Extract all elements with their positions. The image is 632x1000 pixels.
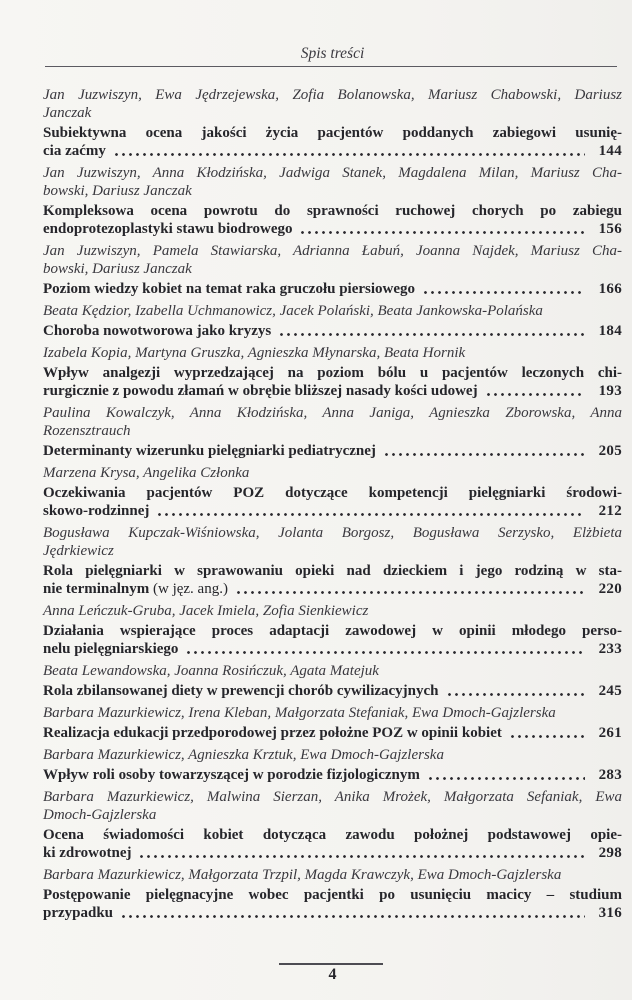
title-last-line xyxy=(43,844,622,862)
toc-entry xyxy=(43,164,622,238)
toc-entry xyxy=(43,704,622,742)
dot-leader xyxy=(509,724,585,742)
title-last-line xyxy=(43,580,622,598)
title-line: Wpływ analgezji wyprzedzającej na poziom bólu u pacjentów leczonych chi- xyxy=(43,365,622,381)
dot-leader xyxy=(185,640,585,658)
title-text: endoprotezoplastyki stawu biodrowego xyxy=(43,221,293,237)
dot-leader xyxy=(138,844,585,862)
page-number: 233 xyxy=(598,641,622,657)
title-last-line xyxy=(43,142,622,160)
page-number: 205 xyxy=(598,443,622,459)
author-line: Jędrkiewicz xyxy=(43,543,114,559)
toc-entry xyxy=(43,866,622,922)
title-line: Ocena świadomości kobiet dotycząca zawodu położnej podstawowej opie- xyxy=(43,827,622,843)
title-last-line xyxy=(43,502,622,520)
author-line: Rozensztrauch xyxy=(43,423,131,439)
toc-entry xyxy=(43,404,622,460)
page-number: 166 xyxy=(598,281,622,297)
page-number: 298 xyxy=(598,845,622,861)
page-number: 193 xyxy=(598,383,622,399)
title-block xyxy=(43,562,622,598)
toc-entry xyxy=(43,86,622,160)
title-text: Choroba nowotworowa jako kryzys xyxy=(43,323,272,339)
title-last-line xyxy=(43,322,622,340)
author-line: Bogusława Kupczak-Wiśniowska, Jolanta Borgosz, Bogusława Serzysko, Elżbieta xyxy=(43,525,622,541)
author-line: bowski, Dariusz Janczak xyxy=(43,183,192,199)
title-block xyxy=(43,280,622,298)
title-last-line xyxy=(43,640,622,658)
dot-leader xyxy=(446,682,585,700)
dot-leader xyxy=(235,580,585,598)
dot-leader xyxy=(278,322,585,340)
dot-leader xyxy=(156,502,585,520)
dot-leader xyxy=(299,220,585,238)
title-line: Rola pielęgniarki w sprawowaniu opieki nad dzieckiem i jego rodziną w sta- xyxy=(43,563,622,579)
page-number: 156 xyxy=(598,221,622,237)
toc-entry xyxy=(43,602,622,658)
page-number: 144 xyxy=(598,143,622,159)
dot-leader xyxy=(422,280,585,298)
dot-leader xyxy=(120,904,585,922)
title-text: Determinanty wizerunku pielęgniarki pediatrycznej xyxy=(43,443,376,459)
author-line: Marzena Krysa, Angelika Członka xyxy=(43,465,250,481)
author-line: Jan Juzwiszyn, Ewa Jędrzejewska, Zofia Bolanowska, Mariusz Chabowski, Dariusz xyxy=(43,87,622,103)
toc-entry xyxy=(43,302,622,340)
page-number: 283 xyxy=(598,767,622,783)
page-header-title: Spis treści xyxy=(300,45,365,62)
author-line: Beata Lewandowska, Joanna Rosińczuk, Agata Matejuk xyxy=(43,663,379,679)
title-block xyxy=(43,622,622,658)
title-block xyxy=(43,484,622,520)
author-line: Anna Leńczuk-Gruba, Jacek Imiela, Zofia Sienkiewicz xyxy=(43,603,369,619)
footer-page-number: 4 xyxy=(328,966,337,983)
title-last-line xyxy=(43,220,622,238)
page-number: 316 xyxy=(598,905,622,921)
title-block xyxy=(43,364,622,400)
title-last-line xyxy=(43,382,622,400)
author-line: Barbara Mazurkiewicz, Małgorzata Trzpil, Magda Krawczyk, Ewa Dmoch-Gajzlerska xyxy=(43,867,562,883)
dot-leader xyxy=(113,142,585,160)
title-text: cia zaćmy xyxy=(43,143,106,159)
author-line: Beata Kędzior, Izabella Uchmanowicz, Jacek Polański, Beata Jankowska-Polańska xyxy=(43,303,543,319)
author-line: Jan Juzwiszyn, Pamela Stawiarska, Adrianna Łabuń, Joanna Najdek, Mariusz Cha- xyxy=(43,243,622,259)
dot-leader xyxy=(383,442,585,460)
title-suffix: (w jęz. ang.) xyxy=(149,581,228,597)
header-rule xyxy=(45,66,617,67)
title-block xyxy=(43,886,622,922)
title-block xyxy=(43,724,622,742)
toc-entry xyxy=(43,524,622,598)
title-text: Realizacja edukacji przedporodowej przez położne POZ w opinii kobiet xyxy=(43,725,502,741)
title-text: nie terminalnym xyxy=(43,581,150,597)
toc-entry xyxy=(43,242,622,298)
author-line: Barbara Mazurkiewicz, Malwina Sierzan, Anika Mrożek, Małgorzata Sefaniak, Ewa xyxy=(43,789,622,805)
title-block xyxy=(43,826,622,862)
footer-rule xyxy=(279,963,383,965)
title-text: rurgicznie z powodu złamań w obrębie bliższej nasady kości udowej xyxy=(43,383,478,399)
title-text: Wpływ roli osoby towarzyszącej w porodzie fizjologicznym xyxy=(43,767,420,783)
title-text: Poziom wiedzy kobiet na temat raka gruczołu piersiowego xyxy=(43,281,416,297)
title-block xyxy=(43,682,622,700)
title-line: Postępowanie pielęgnacyjne wobec pacjentki po usunięciu macicy – studium xyxy=(43,887,622,903)
title-text: przypadku xyxy=(43,905,114,921)
title-last-line xyxy=(43,724,622,742)
title-text: Rola zbilansowanej diety w prewencji chorób cywilizacyjnych xyxy=(43,683,439,699)
author-line: Jan Juzwiszyn, Anna Kłodzińska, Jadwiga Stanek, Magdalena Milan, Mariusz Cha- xyxy=(43,165,622,181)
title-last-line xyxy=(43,766,622,784)
author-line: Barbara Mazurkiewicz, Agnieszka Krztuk, Ewa Dmoch-Gajzlerska xyxy=(43,747,444,763)
toc-entry xyxy=(43,464,622,520)
toc-list xyxy=(43,86,622,926)
author-line: Izabela Kopia, Martyna Gruszka, Agnieszka Młynarska, Beata Hornik xyxy=(43,345,466,361)
page-number: 261 xyxy=(598,725,622,741)
author-line: Janczak xyxy=(43,105,92,121)
author-line: Barbara Mazurkiewicz, Irena Kleban, Małgorzata Stefaniak, Ewa Dmoch-Gajzlerska xyxy=(43,705,556,721)
author-line: Paulina Kowalczyk, Anna Kłodzińska, Anna Janiga, Agnieszka Zborowska, Anna xyxy=(43,405,622,421)
title-text: nelu pielęgniarskiego xyxy=(43,641,179,657)
title-last-line xyxy=(43,442,622,460)
title-block xyxy=(43,766,622,784)
dot-leader xyxy=(485,382,585,400)
toc-entry xyxy=(43,788,622,862)
page-number: 220 xyxy=(598,581,622,597)
title-last-line xyxy=(43,280,622,298)
author-line: bowski, Dariusz Janczak xyxy=(43,261,192,277)
dot-leader xyxy=(427,766,585,784)
title-line: Działania wspierające proces adaptacji zawodowej w opinii młodego perso- xyxy=(43,623,622,639)
title-line: Subiektywna ocena jakości życia pacjentów poddanych zabiegowi usunię- xyxy=(43,125,622,141)
page-number: 245 xyxy=(598,683,622,699)
title-block xyxy=(43,124,622,160)
title-block xyxy=(43,322,622,340)
title-text: ki zdrowotnej xyxy=(43,845,132,861)
page-number: 184 xyxy=(598,323,622,339)
title-text: skowo-rodzinnej xyxy=(43,503,150,519)
title-last-line xyxy=(43,904,622,922)
page-number: 212 xyxy=(598,503,622,519)
title-line: Oczekiwania pacjentów POZ dotyczące kompetencji pielęgniarki środowi- xyxy=(43,485,622,501)
title-block xyxy=(43,202,622,238)
author-line: Dmoch-Gajzlerska xyxy=(43,807,157,823)
title-line: Kompleksowa ocena powrotu do sprawności ruchowej chorych po zabiegu xyxy=(43,203,622,219)
toc-entry xyxy=(43,746,622,784)
title-last-line xyxy=(43,682,622,700)
title-block xyxy=(43,442,622,460)
toc-entry xyxy=(43,662,622,700)
toc-entry xyxy=(43,344,622,400)
